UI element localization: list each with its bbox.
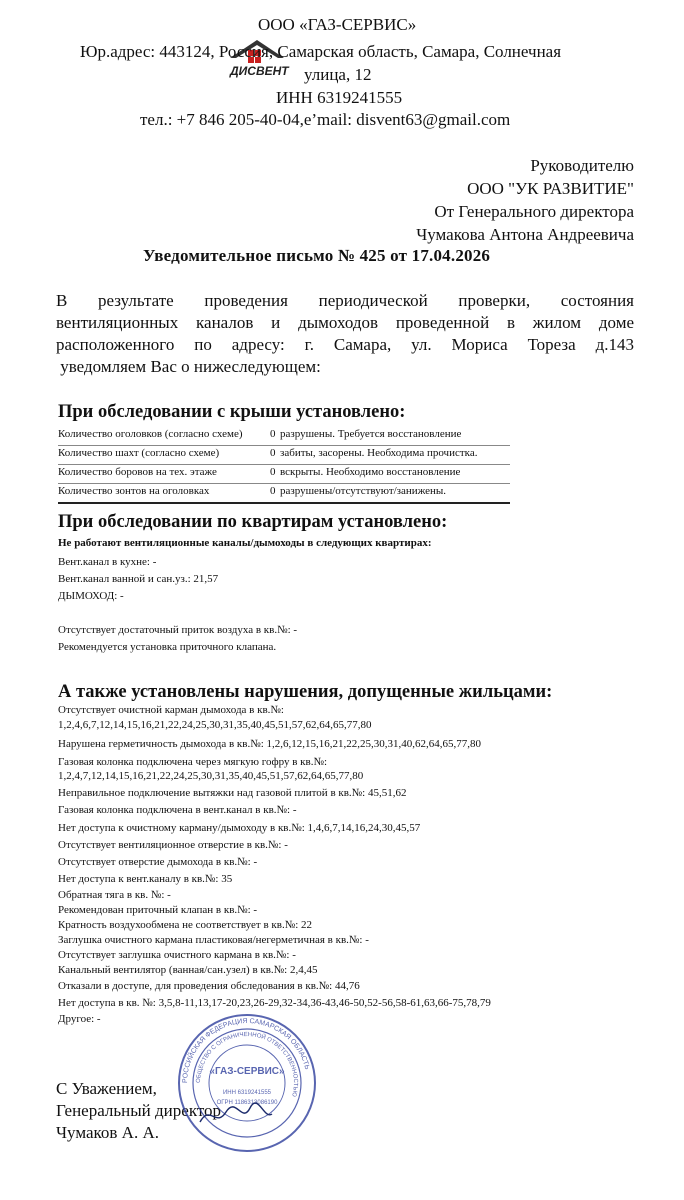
roof-row-label: Количество зонтов на оголовках (58, 485, 210, 497)
logo-text: ДИСВЕНТ (230, 64, 289, 78)
signature-closing: С Уважением, (56, 1079, 157, 1098)
violation-item: Отсутствует очистной карман дымохода в кв.№: (58, 704, 284, 716)
roof-row-count: 0 (270, 485, 276, 497)
company-name: ООО «ГАЗ-СЕРВИС» (258, 15, 417, 34)
stamp-inn: ИНН 6319241555 (222, 1090, 272, 1096)
violation-item: Кратность воздухообмена не соответствует в кв.№: 22 (58, 919, 313, 931)
roof-row-label: Количество боровов на тех. этаже (58, 466, 217, 478)
roof-row-note: разрушены/отсутствуют/занижены. (280, 485, 447, 497)
violation-item: Заглушка очистного кармана пластиковая/негерметичная в кв.№: - (58, 934, 369, 946)
roof-heading: При обследовании с крыши установлено: (58, 402, 406, 422)
valve-recommendation: Рекомендуется установка приточного клапана. (58, 641, 277, 653)
stamp-outer-text: РОССИЙСКАЯ ФЕДЕРАЦИЯ САМАРСКАЯ ОБЛАСТЬ (181, 1017, 311, 1084)
roof-row-note: вскрыты. Необходимо восстановление (280, 466, 461, 478)
sender-name: Чумакова Антона Андреевича (416, 225, 634, 244)
violation-item: Отсутствует заглушка очистного кармана в кв.№: - (58, 949, 296, 961)
company-contacts: тел.: +7 846 205-40-04,e’mail: disvent63@gmail.com (140, 110, 511, 129)
handwritten-signature (196, 1100, 276, 1130)
recipient-line: Руководителю (530, 156, 634, 175)
roof-row-count: 0 (270, 428, 276, 440)
roof-row-label: Количество оголовков (согласно схеме) (58, 428, 243, 440)
signature-name: Чумаков А. А. (56, 1123, 159, 1142)
kitchen-channel: Вент.канал в кухне: - (58, 556, 157, 568)
violation-item: Отказали в доступе, для проведения обследования в кв.№: 44,76 (58, 980, 360, 992)
company-inn: ИНН 6319241555 (276, 88, 403, 107)
intro-line: расположенного по адресу: г. Самара, ул. Мориса Тореза д.143 (56, 335, 634, 354)
roof-row-note: разрушены. Требуется восстановление (280, 428, 462, 440)
sender-title: От Генерального директора (434, 202, 634, 221)
violation-item: Отсутствует вентиляционное отверстие в кв.№: - (58, 839, 288, 851)
violation-item: Нет доступа к вент.каналу в кв.№: 35 (58, 873, 233, 885)
roof-row-label: Количество шахт (согласно схеме) (58, 447, 220, 459)
roof-row-count: 0 (270, 447, 276, 459)
seal-icon (176, 1012, 318, 1154)
stamp-ogrn: ОГРН 1186313086190 (216, 1100, 278, 1106)
violation-item: Неправильное подключение вытяжки над газовой плитой в кв.№: 45,51,62 (58, 787, 407, 799)
signature-position: Генеральный директор (56, 1101, 222, 1120)
company-address: Юр.адрес: 443124, Россия, Самарская область, Самара, Солнечная (80, 42, 562, 61)
air-inflow: Отсутствует достаточный приток воздуха в кв.№: - (58, 624, 298, 636)
intro-line: В результате проведения периодической проверки, состояния (56, 291, 634, 310)
intro-paragraph (56, 290, 634, 378)
roof-row-count: 0 (270, 466, 276, 478)
violation-item: Газовая колонка подключена через мягкую гофру в кв.№: (58, 756, 328, 768)
roof-row (58, 483, 510, 504)
stamp-inner-text: ОБЩЕСТВО С ОГРАНИЧЕННОЙ ОТВЕТСТВЕННОСТЬЮ (195, 1031, 299, 1098)
letter-title: Уведомительное письмо № 425 от 17.04.2026 (143, 246, 491, 265)
roof-row (58, 426, 510, 446)
stamp-center-text: «ГАЗ-СЕРВИС» (209, 1066, 285, 1077)
roof-row-note: забиты, засорены. Необходима прочистка. (280, 447, 478, 459)
violation-item: Отсутствует отверстие дымохода в кв.№: - (58, 856, 258, 868)
chimney-status: ДЫМОХОД: - (58, 590, 124, 602)
roof-row (58, 445, 510, 465)
violation-item: Нет доступа в кв. №: 3,5,8-11,13,17-20,23,26-29,32-34,36-43,46-50,52-56,58-61,63,66-75,78,79 (58, 997, 491, 1009)
signature-scribble-icon (196, 1100, 276, 1130)
violation-item: Нарушена герметичность дымохода в кв.№: 1,2,6,12,15,16,21,22,25,30,31,40,62,64,65,77,80 (58, 738, 482, 750)
violation-item: Канальный вентилятор (ванная/сан.узел) в кв.№: 2,4,45 (58, 964, 318, 976)
violation-item: 1,2,4,7,12,14,15,16,21,22,24,25,30,31,35,40,45,51,57,62,64,65,77,80 (58, 770, 364, 782)
intro-line: вентиляционных каналов и дымоходов проведенной в жилом доме (56, 313, 634, 332)
apartments-heading: При обследовании по квартирам установлено: (58, 512, 448, 532)
roof-row (58, 464, 510, 484)
recipient-company: ООО "УК РАЗВИТИЕ" (467, 179, 634, 198)
violation-item: Рекомендован приточный клапан в кв.№: - (58, 904, 258, 916)
recipient-block (416, 154, 634, 246)
company-address-line2: улица, 12 (304, 65, 372, 84)
violations-heading: А также установлены нарушения, допущенные жильцами: (58, 682, 553, 702)
violation-item: Другое: - (58, 1013, 101, 1025)
company-stamp (176, 1012, 318, 1154)
bathroom-channel: Вент.канал ванной и сан.уз.: 21,57 (58, 573, 219, 585)
violation-item: 1,2,4,6,7,12,14,15,16,21,22,24,25,30,31,35,40,45,51,57,62,64,65,77,80 (58, 719, 372, 731)
intro-line: уведомляем Вас о нижеследующем: (56, 357, 321, 376)
violation-item: Газовая колонка подключена в вент.канал в кв.№: - (58, 804, 297, 816)
apartments-subheading: Не работают вентиляционные каналы/дымоходы в следующих квартирах: (58, 537, 432, 549)
violation-item: Обратная тяга в кв. №: - (58, 889, 171, 901)
violation-item: Нет доступа к очистному карману/дымоходу в кв.№: 1,4,6,7,14,16,24,30,45,57 (58, 822, 421, 834)
